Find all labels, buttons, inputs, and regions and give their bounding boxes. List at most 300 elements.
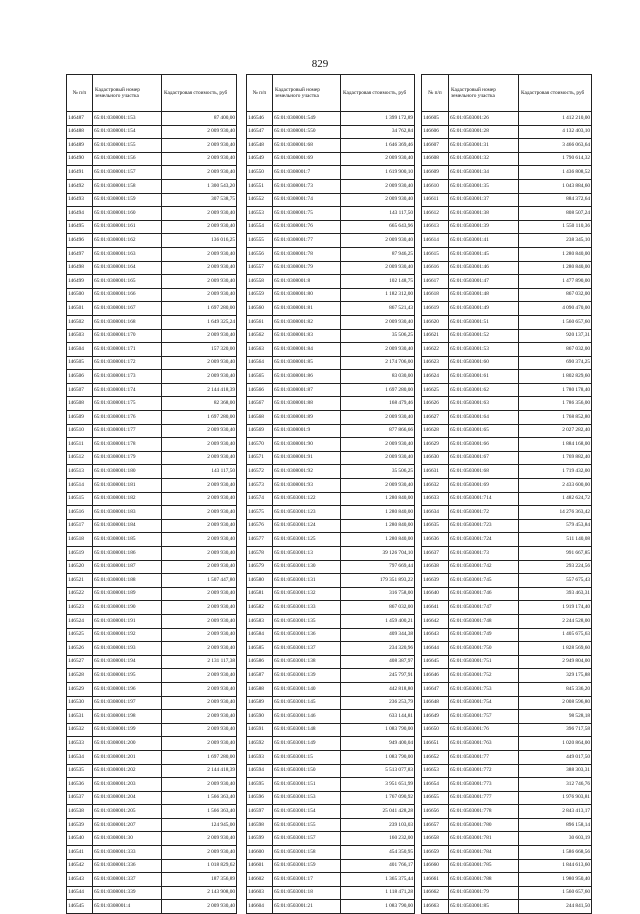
cadastral-value-cell: 2 009 930,40 — [162, 438, 237, 452]
cadastral-number-cell: 65:01:0503001:51 — [449, 315, 519, 329]
row-number-cell: 146514 — [67, 479, 93, 493]
cadastral-number-cell: 65:01:0503001:149 — [273, 737, 341, 751]
cadastral-number-cell: 65:01:0503001:131 — [273, 574, 341, 588]
cadastral-number-cell: 65:01:0308001:85 — [273, 356, 341, 370]
cadastral-number-cell: 65:01:0503001:145 — [273, 696, 341, 710]
table-row — [67, 288, 237, 302]
cadastral-value-cell: 1 919 174,40 — [519, 601, 592, 615]
cadastral-number-cell: 65:01:0503001:137 — [273, 642, 341, 656]
row-number-cell: 146621 — [422, 329, 449, 343]
cadastral-value-cell: 1 697 280,00 — [162, 750, 237, 764]
table-row — [67, 247, 237, 261]
table-row — [67, 220, 237, 234]
cadastral-value-cell: 2 009 930,40 — [162, 547, 237, 561]
cadastral-number-cell: 65:01:0503001:85 — [449, 900, 519, 914]
row-number-cell: 146532 — [67, 723, 93, 737]
cadastral-number-cell: 65:01:0308001:166 — [93, 288, 162, 302]
table-row — [247, 723, 415, 737]
cadastral-number-cell: 65:01:0308001:170 — [93, 329, 162, 343]
row-number-cell: 146596 — [247, 791, 273, 805]
table-row — [247, 601, 415, 615]
table-row — [67, 642, 237, 656]
row-number-cell: 146612 — [422, 207, 449, 221]
cadastral-number-cell: 65:01:0308001:79 — [273, 261, 341, 275]
cadastral-number-cell: 65:01:0503001:65 — [449, 424, 519, 438]
table-row — [422, 397, 592, 411]
table-row — [67, 112, 237, 126]
table-row — [247, 356, 415, 370]
cadastral-number-cell: 65:01:0308001:202 — [93, 764, 162, 778]
cadastral-number-cell: 65:01:0503001:31 — [449, 139, 519, 153]
table-row — [247, 628, 415, 642]
table-row — [422, 506, 592, 520]
table-row — [67, 465, 237, 479]
row-number-cell: 146651 — [422, 737, 449, 751]
table-row — [247, 492, 415, 506]
table-row — [67, 723, 237, 737]
table-row — [422, 370, 592, 384]
row-number-cell: 146569 — [247, 424, 273, 438]
row-number-cell: 146518 — [67, 533, 93, 547]
table-row — [247, 397, 415, 411]
cadastral-number-cell: 65:01:0308001:191 — [93, 614, 162, 628]
header-value: Кадастровая стоимость, руб — [341, 75, 415, 112]
table-row — [422, 628, 592, 642]
table-row — [247, 275, 415, 289]
cadastral-value-cell: 867 521,43 — [341, 302, 415, 316]
cadastral-number-cell: 65:01:0503001:34 — [449, 166, 519, 180]
row-number-cell: 146504 — [67, 343, 93, 357]
cadastral-number-cell: 65:01:0308001:78 — [273, 247, 341, 261]
cadastral-number-cell: 65:01:0308001:205 — [93, 805, 162, 819]
table-header-row — [422, 75, 592, 112]
row-number-cell: 146609 — [422, 166, 449, 180]
cadastral-value-cell: 1 619 900,10 — [341, 166, 415, 180]
cadastral-value-cell: 1 884 168,00 — [519, 438, 592, 452]
table-row — [422, 574, 592, 588]
cadastral-number-cell: 65:01:0503001:49 — [449, 302, 519, 316]
table-row — [247, 302, 415, 316]
row-number-cell: 146530 — [67, 696, 93, 710]
table-row — [67, 574, 237, 588]
row-number-cell: 146570 — [247, 438, 273, 452]
cadastral-number-cell: 65:01:0308001:83 — [273, 329, 341, 343]
row-number-cell: 146605 — [422, 112, 449, 126]
cadastral-number-cell: 65:01:0308001:198 — [93, 710, 162, 724]
row-number-cell: 146645 — [422, 655, 449, 669]
cadastral-number-cell: 65:01:0503001:130 — [273, 560, 341, 574]
cadastral-number-cell: 65:01:0503001:69 — [449, 479, 519, 493]
cadastral-number-cell: 65:01:0308001:87 — [273, 383, 341, 397]
row-number-cell: 146519 — [67, 547, 93, 561]
cadastral-value-cell: 234 320,96 — [341, 642, 415, 656]
table-row — [247, 125, 415, 139]
cadastral-number-cell: 65:01:0503001:47 — [449, 275, 519, 289]
table-row — [422, 737, 592, 751]
cadastral-value-cell: 2 009 930,40 — [162, 723, 237, 737]
row-number-cell: 146525 — [67, 628, 93, 642]
cadastral-value-cell: 2 009 930,40 — [162, 451, 237, 465]
cadastral-number-cell: 65:01:0308001:81 — [273, 302, 341, 316]
cadastral-value-cell: 2 009 930,40 — [162, 492, 237, 506]
row-number-cell: 146617 — [422, 275, 449, 289]
cadastral-value-cell: 1 697 280,00 — [162, 411, 237, 425]
cadastral-number-cell: 65:01:0503001:123 — [273, 506, 341, 520]
cadastral-value-cell: 157 320,00 — [162, 343, 237, 357]
table-row — [422, 587, 592, 601]
cadastral-value-cell: 2 009 930,40 — [341, 438, 415, 452]
table-row — [422, 859, 592, 873]
table-row — [247, 207, 415, 221]
table-row — [247, 343, 415, 357]
row-number-cell: 146487 — [67, 112, 93, 126]
row-number-cell: 146548 — [247, 139, 273, 153]
row-number-cell: 146536 — [67, 778, 93, 792]
table-row — [67, 900, 237, 914]
row-number-cell: 146561 — [247, 315, 273, 329]
cadastral-value-cell: 2 131 117,38 — [162, 655, 237, 669]
cadastral-number-cell: 65:01:0503001:37 — [449, 193, 519, 207]
table-row — [422, 818, 592, 832]
row-number-cell: 146516 — [67, 506, 93, 520]
table-row — [422, 492, 592, 506]
row-number-cell: 146540 — [67, 832, 93, 846]
cadastral-value-cell: 2 009 930,40 — [341, 193, 415, 207]
cadastral-number-cell: 65:01:0503001:784 — [449, 846, 519, 860]
table-row — [422, 220, 592, 234]
cadastral-number-cell: 65:01:0503001:748 — [449, 614, 519, 628]
cadastral-number-cell: 65:01:0503001:757 — [449, 710, 519, 724]
table-row — [422, 642, 592, 656]
row-number-cell: 146552 — [247, 193, 273, 207]
row-number-cell: 146499 — [67, 275, 93, 289]
cadastral-number-cell: 65:01:0503001:17 — [273, 873, 341, 887]
row-number-cell: 146592 — [247, 737, 273, 751]
row-number-cell: 146650 — [422, 723, 449, 737]
cadastral-number-cell: 65:01:0308001:179 — [93, 451, 162, 465]
table-row — [67, 628, 237, 642]
row-number-cell: 146568 — [247, 411, 273, 425]
table-row — [67, 492, 237, 506]
cadastral-number-cell: 65:01:0308001:187 — [93, 560, 162, 574]
row-number-cell: 146597 — [247, 805, 273, 819]
cadastral-number-cell: 65:01:0308001:188 — [93, 574, 162, 588]
cadastral-value-cell: 160 232,00 — [341, 832, 415, 846]
table-row — [67, 519, 237, 533]
row-number-cell: 146580 — [247, 574, 273, 588]
row-number-cell: 146534 — [67, 750, 93, 764]
cadastral-number-cell: 65:01:0503001:68 — [449, 465, 519, 479]
cadastral-number-cell: 65:01:0503001:64 — [449, 411, 519, 425]
row-number-cell: 146658 — [422, 832, 449, 846]
table-row — [67, 737, 237, 751]
cadastral-value-cell: 168 479,46 — [341, 397, 415, 411]
table-row — [67, 179, 237, 193]
row-number-cell: 146606 — [422, 125, 449, 139]
cadastral-value-cell: 2 009 930,40 — [162, 669, 237, 683]
row-number-cell: 146579 — [247, 560, 273, 574]
row-number-cell: 146622 — [422, 343, 449, 357]
cadastral-value-cell: 2 244 528,00 — [519, 614, 592, 628]
row-number-cell: 146623 — [422, 356, 449, 370]
row-number-cell: 146496 — [67, 234, 93, 248]
cadastral-value-cell: 1 365 375,44 — [341, 873, 415, 887]
row-number-cell: 146506 — [67, 370, 93, 384]
cadastral-value-cell: 1 020 864,00 — [519, 737, 592, 751]
row-number-cell: 146490 — [67, 152, 93, 166]
cadastral-number-cell: 65:01:0503001:45 — [449, 247, 519, 261]
row-number-cell: 146489 — [67, 139, 93, 153]
cadastral-number-cell: 65:01:0308001:180 — [93, 465, 162, 479]
row-number-cell: 146582 — [247, 601, 273, 615]
table-row — [422, 805, 592, 819]
cadastral-value-cell: 2 009 930,40 — [162, 370, 237, 384]
cadastral-value-cell: 511 140,08 — [519, 533, 592, 547]
cadastral-value-cell: 396 717,58 — [519, 723, 592, 737]
cadastral-table-left — [66, 74, 237, 914]
table-row — [422, 710, 592, 724]
row-number-cell: 146663 — [422, 900, 449, 914]
table-row — [247, 112, 415, 126]
table-row — [247, 152, 415, 166]
row-number-cell: 146505 — [67, 356, 93, 370]
table-row — [247, 479, 415, 493]
cadastral-value-cell: 2 009 930,40 — [162, 601, 237, 615]
table-row — [422, 479, 592, 493]
row-number-cell: 146562 — [247, 329, 273, 343]
cadastral-value-cell: 1 083 790,00 — [341, 900, 415, 914]
cadastral-number-cell: 65:01:0503001:21 — [273, 900, 341, 914]
table-row — [67, 601, 237, 615]
row-number-cell: 146559 — [247, 288, 273, 302]
cadastral-number-cell: 65:01:0308001:189 — [93, 587, 162, 601]
table-row — [422, 112, 592, 126]
page-number: 829 — [311, 58, 329, 70]
row-number-cell: 146636 — [422, 533, 449, 547]
cadastral-value-cell: 1 697 280,00 — [341, 383, 415, 397]
row-number-cell: 146639 — [422, 574, 449, 588]
table-row — [247, 642, 415, 656]
table-row — [422, 669, 592, 683]
cadastral-value-cell: 2 009 930,40 — [162, 247, 237, 261]
table-row — [247, 873, 415, 887]
table-row — [247, 519, 415, 533]
cadastral-value-cell: 401 766,17 — [341, 859, 415, 873]
cadastral-number-cell: 65:01:0308001:174 — [93, 383, 162, 397]
cadastral-number-cell: 65:01:0503001:76 — [449, 723, 519, 737]
cadastral-value-cell: 312 746,76 — [519, 778, 592, 792]
cadastral-value-cell: 454 350,95 — [341, 846, 415, 860]
row-number-cell: 146556 — [247, 247, 273, 261]
row-number-cell: 146648 — [422, 696, 449, 710]
cadastral-number-cell: 65:01:0503001:72 — [449, 506, 519, 520]
cadastral-number-cell: 65:01:0308001:173 — [93, 370, 162, 384]
row-number-cell: 146620 — [422, 315, 449, 329]
cadastral-number-cell: 65:01:0308001:196 — [93, 682, 162, 696]
header-value: Кадастровая стоимость, руб — [162, 75, 237, 112]
table-row — [422, 791, 592, 805]
row-number-cell: 146563 — [247, 343, 273, 357]
cadastral-number-cell: 65:01:0308001:550 — [273, 125, 341, 139]
cadastral-number-cell: 65:01:0503001:125 — [273, 533, 341, 547]
cadastral-value-cell: 867 032,00 — [519, 343, 592, 357]
row-number-cell: 146512 — [67, 451, 93, 465]
table-row — [247, 574, 415, 588]
row-number-cell: 146495 — [67, 220, 93, 234]
cadastral-value-cell: 316 758,00 — [341, 587, 415, 601]
row-number-cell: 146598 — [247, 818, 273, 832]
row-number-cell: 146633 — [422, 492, 449, 506]
row-number-cell: 146526 — [67, 642, 93, 656]
cadastral-number-cell: 65:01:0308001:339 — [93, 886, 162, 900]
cadastral-value-cell: 1 083 790,00 — [341, 750, 415, 764]
row-number-cell: 146509 — [67, 411, 93, 425]
row-number-cell: 146551 — [247, 179, 273, 193]
table-header-row — [247, 75, 415, 112]
cadastral-number-cell: 65:01:0503001:151 — [273, 778, 341, 792]
row-number-cell: 146503 — [67, 329, 93, 343]
cadastral-value-cell: 2 009 930,40 — [162, 628, 237, 642]
cadastral-value-cell: 877 866,66 — [341, 424, 415, 438]
row-number-cell: 146607 — [422, 139, 449, 153]
cadastral-number-cell: 65:01:0503001:139 — [273, 669, 341, 683]
cadastral-number-cell: 65:01:0308001:193 — [93, 642, 162, 656]
cadastral-number-cell: 65:01:0503001:79 — [449, 886, 519, 900]
cadastral-value-cell: 187 356,89 — [162, 873, 237, 887]
cadastral-value-cell: 393 463,31 — [519, 587, 592, 601]
cadastral-number-cell: 65:01:0308001:89 — [273, 411, 341, 425]
cadastral-value-cell: 579 453,84 — [519, 519, 592, 533]
row-number-cell: 146493 — [67, 193, 93, 207]
table-row — [422, 682, 592, 696]
row-number-cell: 146494 — [67, 207, 93, 221]
table-row — [67, 587, 237, 601]
cadastral-value-cell: 2 009 930,40 — [162, 275, 237, 289]
cadastral-number-cell: 65:01:0308001:88 — [273, 397, 341, 411]
row-number-cell: 146553 — [247, 207, 273, 221]
row-number-cell: 146655 — [422, 791, 449, 805]
table-row — [67, 778, 237, 792]
row-number-cell: 146558 — [247, 275, 273, 289]
row-number-cell: 146501 — [67, 302, 93, 316]
table-row — [422, 601, 592, 615]
table-row — [67, 818, 237, 832]
row-number-cell: 146624 — [422, 370, 449, 384]
row-number-cell: 146627 — [422, 411, 449, 425]
cadastral-number-cell: 65:01:0503001:157 — [273, 832, 341, 846]
table-row — [67, 383, 237, 397]
row-number-cell: 146557 — [247, 261, 273, 275]
row-number-cell: 146581 — [247, 587, 273, 601]
table-row — [67, 669, 237, 683]
cadastral-number-cell: 65:01:0308001:159 — [93, 193, 162, 207]
row-number-cell: 146631 — [422, 465, 449, 479]
row-number-cell: 146593 — [247, 750, 273, 764]
cadastral-number-cell: 65:01:0503001:749 — [449, 628, 519, 642]
table-row — [247, 587, 415, 601]
cadastral-value-cell: 83 030,00 — [341, 370, 415, 384]
table-row — [247, 438, 415, 452]
table-row — [247, 778, 415, 792]
table-row — [67, 886, 237, 900]
table-row — [422, 424, 592, 438]
table-row — [422, 846, 592, 860]
table-row — [247, 547, 415, 561]
cadastral-value-cell: 3 466 063,64 — [519, 139, 592, 153]
table-row — [67, 261, 237, 275]
row-number-cell: 146500 — [67, 288, 93, 302]
cadastral-number-cell: 65:01:0503001:714 — [449, 492, 519, 506]
table-row — [67, 315, 237, 329]
cadastral-number-cell: 65:01:0308001:9 — [273, 424, 341, 438]
row-number-cell: 146515 — [67, 492, 93, 506]
row-number-cell: 146586 — [247, 655, 273, 669]
cadastral-value-cell: 1 043 884,60 — [519, 179, 592, 193]
table-row — [422, 152, 592, 166]
cadastral-value-cell: 2 949 804,00 — [519, 655, 592, 669]
cadastral-value-cell: 2 009 930,40 — [162, 696, 237, 710]
cadastral-value-cell: 409 344,38 — [341, 628, 415, 642]
cadastral-number-cell: 65:01:0503001:751 — [449, 655, 519, 669]
cadastral-value-cell: 896 158,14 — [519, 818, 592, 832]
cadastral-value-cell: 2 009 930,40 — [162, 778, 237, 792]
row-number-cell: 146566 — [247, 383, 273, 397]
cadastral-value-cell: 1 719 432,00 — [519, 465, 592, 479]
table-row — [422, 179, 592, 193]
table-row — [422, 465, 592, 479]
cadastral-value-cell: 557 675,43 — [519, 574, 592, 588]
cadastral-number-cell: 65:01:0503001:53 — [449, 343, 519, 357]
row-number-cell: 146554 — [247, 220, 273, 234]
table-row — [422, 193, 592, 207]
row-number-cell: 146652 — [422, 750, 449, 764]
row-number-cell: 146538 — [67, 805, 93, 819]
cadastral-number-cell: 65:01:0503001:135 — [273, 614, 341, 628]
table-row — [67, 710, 237, 724]
cadastral-number-cell: 65:01:0308001:184 — [93, 519, 162, 533]
row-number-cell: 146640 — [422, 587, 449, 601]
cadastral-number-cell: 65:01:0503001:41 — [449, 234, 519, 248]
cadastral-value-cell: 179 351 893,22 — [341, 574, 415, 588]
cadastral-value-cell: 442 818,80 — [341, 682, 415, 696]
cadastral-value-cell: 1 477 890,00 — [519, 275, 592, 289]
cadastral-number-cell: 65:01:0503001:778 — [449, 805, 519, 819]
cadastral-value-cell: 82 368,00 — [162, 397, 237, 411]
cadastral-value-cell: 2 009 930,40 — [162, 424, 237, 438]
row-number-cell: 146573 — [247, 479, 273, 493]
cadastral-number-cell: 65:01:0308001:84 — [273, 343, 341, 357]
table-row — [247, 424, 415, 438]
cadastral-value-cell: 665 643,96 — [341, 220, 415, 234]
cadastral-number-cell: 65:01:0503001:745 — [449, 574, 519, 588]
cadastral-number-cell: 65:01:0308001:201 — [93, 750, 162, 764]
cadastral-number-cell: 65:01:0308001:195 — [93, 669, 162, 683]
table-row — [247, 669, 415, 683]
cadastral-value-cell: 14 276 363,42 — [519, 506, 592, 520]
cadastral-number-cell: 65:01:0308001:199 — [93, 723, 162, 737]
cadastral-value-cell: 1 697 280,00 — [162, 302, 237, 316]
row-number-cell: 146547 — [247, 125, 273, 139]
cadastral-value-cell: 1 566 363,40 — [162, 791, 237, 805]
table-row — [422, 329, 592, 343]
table-row — [67, 411, 237, 425]
row-number-cell: 146576 — [247, 519, 273, 533]
cadastral-value-cell: 2 009 930,40 — [341, 411, 415, 425]
row-number-cell: 146599 — [247, 832, 273, 846]
cadastral-number-cell: 65:01:0308001:86 — [273, 370, 341, 384]
table-row — [247, 234, 415, 248]
row-number-cell: 146611 — [422, 193, 449, 207]
